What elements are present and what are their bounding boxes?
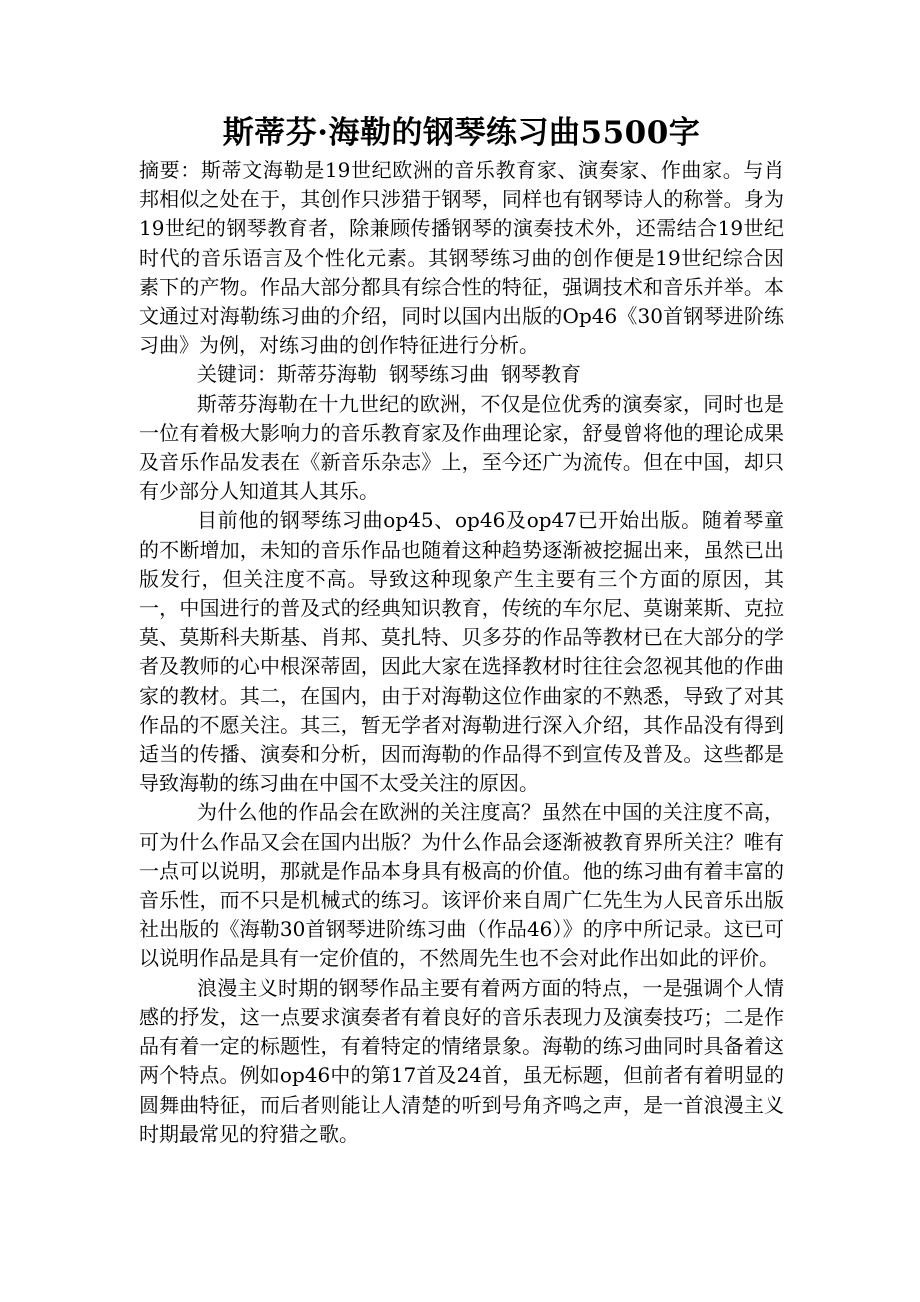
document-title: 斯蒂芬·海勒的钢琴练习曲5500字 <box>222 115 701 151</box>
body-paragraph-1: 斯蒂芬海勒在十九世纪的欧洲，不仅是位优秀的演奏家，同时也是一位有着极大影响力的音乐教育家及作曲理论家，舒曼曾将他的理论成果及音乐作品发表在《新音乐杂志》上，至今还广为流传。但在中国，却只有少部分人知道其人其乐。 <box>139 391 784 504</box>
document-page <box>139 110 784 1149</box>
keyword-1: 斯蒂芬海勒 <box>277 362 377 387</box>
body-paragraph-2: 目前他的钢琴练习曲op45、op46及op47已开始出版。随着琴童的不断增加，未知的音乐作品也随着这种趋势逐渐被挖掘出来，虽然已出版发行，但关注度不高。导致这种现象产生主要有三个方面的原因，其一，中国进行的普及式的经典知识教育，传统的车尔尼、莫谢莱斯、克拉莫、莫斯科夫斯基、肖邦、莫扎特、贝多芬的作品等教材已在大部分的学者及教师的心中根深蒂固，因此大家在选择教材时往往会忽视其他的作曲家的教材。其二，在国内，由于对海勒这位作曲家的不熟悉，导致了对其作品的不愿关注。其三，暂无学者对海勒进行深入介绍，其作品没有得到适当的传播、演奏和分析，因而海勒的作品得不到宣传及普及。这些都是导致海勒的练习曲在中国不太受关注的原因。 <box>139 508 784 796</box>
body-paragraph-3: 为什么他的作品会在欧洲的关注度高？虽然在中国的关注度不高，可为什么作品又会在国内出版？为什么作品会逐渐被教育界所关注？唯有一点可以说明，那就是作品本身具有极高的价值。他的练习曲有着丰富的音乐性，而不只是机械式的练习。该评价来自周广仁先生为人民音乐出版社出版的《海勒30首钢琴进阶练习曲（作品46）》的序中所记录。这已可以说明作品是具有一定价值的，不然周先生也不会对此作出如此的评价。 <box>139 800 784 971</box>
keywords-label: 关键词： <box>197 362 277 387</box>
keyword-2: 钢琴练习曲 <box>389 362 489 387</box>
body-paragraph-4: 浪漫主义时期的钢琴作品主要有着两方面的特点，一是强调个人情感的抒发，这一点要求演奏者有着良好的音乐表现力及演奏技巧；二是作品有着一定的标题性，有着特定的情绪景象。海勒的练习曲同时具备着这两个特点。例如op46中的第17首及24首，虽无标题，但前者有着明显的圆舞曲特征，而后者则能让人清楚的听到号角齐鸣之声，是一首浪漫主义时期最常见的狩猎之歌。 <box>139 975 784 1146</box>
abstract-paragraph: 摘要：斯蒂文海勒是19世纪欧洲的音乐教育家、演奏家、作曲家。与肖邦相似之处在于，其创作只涉猎于钢琴，同样也有钢琴诗人的称誉。身为19世纪的钢琴教育者，除兼顾传播钢琴的演奏技术外，还需结合19世纪时代的音乐语言及个性化元素。其钢琴练习曲的创作便是19世纪综合因素下的产物。作品大部分都具有综合性的特征，强调技术和音乐并举。本文通过对海勒练习曲的介绍，同时以国内出版的Op46《30首钢琴进阶练习曲》为例，对练习曲的创作特征进行分析。 <box>139 158 784 358</box>
keyword-3: 钢琴教育 <box>501 362 581 387</box>
keywords-line <box>139 360 784 389</box>
